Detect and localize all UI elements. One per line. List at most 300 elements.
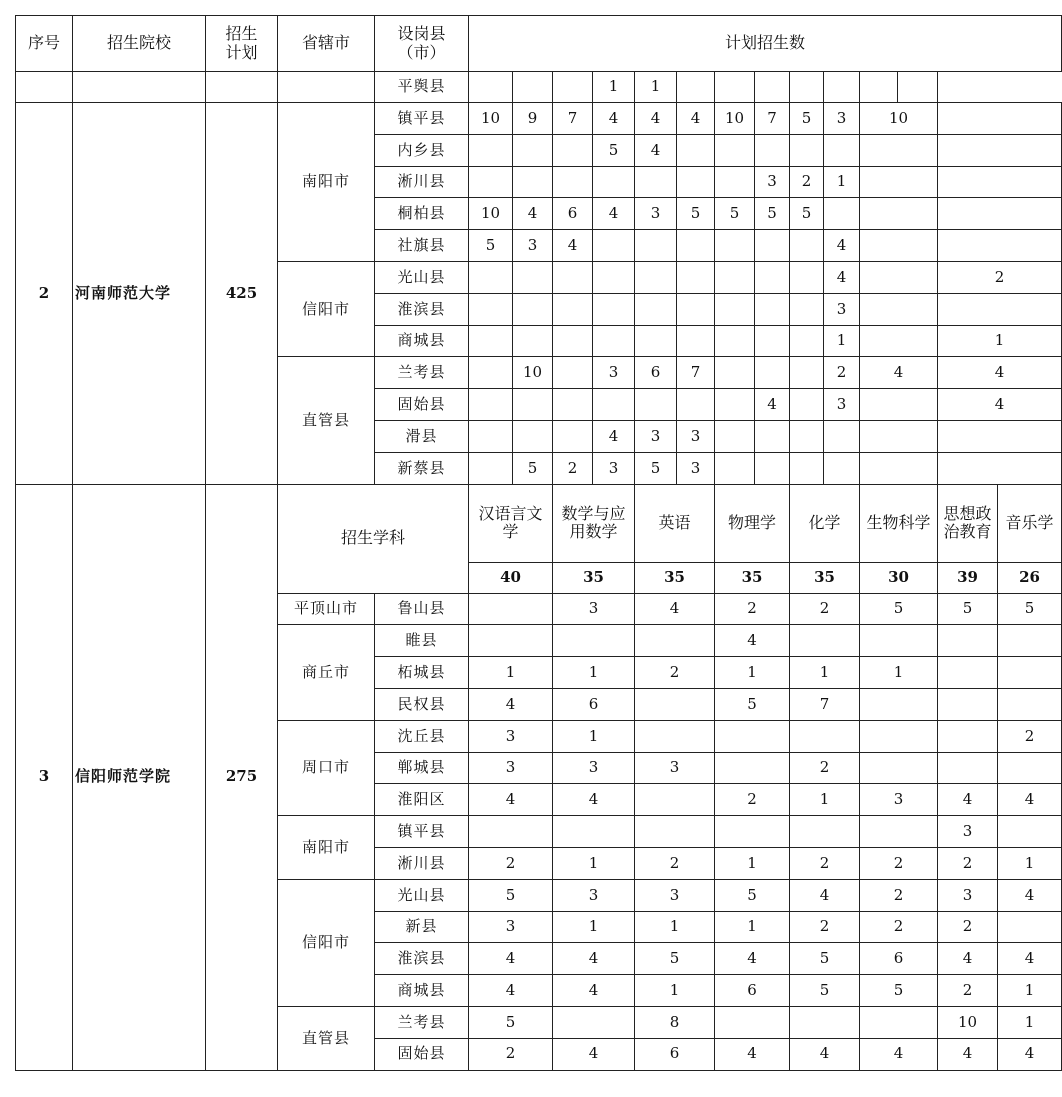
value-cell: 4 (715, 625, 790, 657)
value-cell: 5 (998, 593, 1062, 625)
county-cell: 淮滨县 (375, 943, 469, 975)
value-cell (938, 134, 1062, 166)
value-cell (513, 166, 553, 198)
value-cell (715, 134, 755, 166)
value-cell (938, 752, 998, 784)
value-cell (677, 389, 715, 421)
subject-total: 40 (469, 562, 553, 593)
value-cell: 1 (553, 847, 635, 879)
value-cell: 5 (715, 198, 755, 230)
enrollment-plan-table-wrapper (15, 15, 1054, 1067)
county-cell: 淮滨县 (375, 293, 469, 325)
value-cell (790, 357, 824, 389)
value-cell (593, 325, 635, 357)
value-cell (635, 261, 677, 293)
value-cell (715, 261, 755, 293)
value-cell: 4 (938, 357, 1062, 389)
value-cell: 1 (790, 784, 860, 816)
value-cell: 3 (553, 593, 635, 625)
value-cell (715, 230, 755, 262)
value-cell: 10 (513, 357, 553, 389)
value-cell: 4 (469, 784, 553, 816)
value-cell: 3 (553, 879, 635, 911)
school-name: 信阳师范学院 (73, 484, 206, 1070)
value-cell (790, 325, 824, 357)
value-cell: 3 (635, 879, 715, 911)
value-cell: 10 (860, 103, 938, 135)
value-cell (790, 625, 860, 657)
subject-name: 汉语言文学 (469, 484, 553, 562)
subject-name: 英语 (635, 484, 715, 562)
value-cell (790, 1006, 860, 1038)
value-cell: 5 (469, 879, 553, 911)
value-cell (790, 72, 824, 103)
value-cell: 4 (938, 784, 998, 816)
value-cell: 4 (635, 593, 715, 625)
city-cell: 直管县 (278, 357, 375, 484)
value-cell (553, 357, 593, 389)
value-cell (553, 389, 593, 421)
value-cell (469, 816, 553, 848)
value-cell: 3 (824, 293, 860, 325)
value-cell: 3 (824, 389, 860, 421)
county-cell: 兰考县 (375, 357, 469, 389)
header-city: 省辖市 (278, 16, 375, 72)
value-cell: 2 (469, 847, 553, 879)
value-cell: 4 (553, 1038, 635, 1070)
value-cell: 4 (553, 943, 635, 975)
value-cell (635, 230, 677, 262)
subject-total: 35 (715, 562, 790, 593)
county-cell: 兰考县 (375, 1006, 469, 1038)
value-cell: 1 (938, 325, 1062, 357)
county-cell: 商城县 (375, 325, 469, 357)
value-cell: 5 (469, 1006, 553, 1038)
value-cell (755, 293, 790, 325)
header-plan: 招生计划 (206, 16, 278, 72)
value-cell (593, 230, 635, 262)
value-cell: 3 (635, 752, 715, 784)
value-cell: 2 (998, 720, 1062, 752)
value-cell (715, 420, 755, 452)
value-cell: 5 (790, 103, 824, 135)
school-cell (73, 72, 206, 103)
value-cell: 1 (635, 72, 677, 103)
value-cell: 4 (469, 975, 553, 1007)
value-cell (469, 389, 513, 421)
value-cell: 4 (469, 688, 553, 720)
value-cell: 4 (790, 1038, 860, 1070)
value-cell (715, 357, 755, 389)
value-cell (938, 452, 1062, 484)
value-cell: 2 (715, 593, 790, 625)
value-cell: 3 (513, 230, 553, 262)
value-cell: 2 (469, 1038, 553, 1070)
county-cell: 淅川县 (375, 847, 469, 879)
value-cell (715, 166, 755, 198)
table-row (16, 72, 1062, 103)
county-cell: 睢县 (375, 625, 469, 657)
value-cell (938, 720, 998, 752)
value-cell (469, 420, 513, 452)
value-cell: 4 (593, 198, 635, 230)
county-cell: 淅川县 (375, 166, 469, 198)
value-cell (938, 166, 1062, 198)
value-cell: 4 (593, 103, 635, 135)
value-cell (593, 166, 635, 198)
county-cell: 光山县 (375, 261, 469, 293)
value-cell (860, 752, 938, 784)
value-cell: 6 (635, 357, 677, 389)
value-cell (469, 166, 513, 198)
seq-cell: 3 (16, 484, 73, 1070)
value-cell (998, 752, 1062, 784)
city-cell (278, 72, 375, 103)
value-cell: 5 (715, 688, 790, 720)
value-cell: 1 (998, 847, 1062, 879)
value-cell (860, 293, 938, 325)
value-cell (860, 816, 938, 848)
plan-cell (206, 72, 278, 103)
value-cell (790, 720, 860, 752)
value-cell: 5 (755, 198, 790, 230)
county-cell: 柘城县 (375, 657, 469, 689)
value-cell (469, 261, 513, 293)
value-cell (593, 261, 635, 293)
value-cell (469, 357, 513, 389)
value-cell: 3 (593, 357, 635, 389)
value-cell (469, 72, 513, 103)
value-cell (938, 688, 998, 720)
value-cell: 1 (715, 657, 790, 689)
value-cell (998, 911, 1062, 943)
value-cell: 8 (635, 1006, 715, 1038)
table-row (16, 103, 1062, 135)
value-cell: 5 (790, 198, 824, 230)
value-cell: 3 (938, 879, 998, 911)
value-cell: 5 (938, 593, 998, 625)
value-cell: 5 (790, 943, 860, 975)
value-cell: 5 (635, 452, 677, 484)
value-cell: 3 (677, 420, 715, 452)
county-cell: 镇平县 (375, 816, 469, 848)
value-cell: 4 (860, 1038, 938, 1070)
seq-cell (16, 72, 73, 103)
county-cell: 鲁山县 (375, 593, 469, 625)
value-cell: 3 (860, 784, 938, 816)
value-cell: 3 (677, 452, 715, 484)
value-cell (755, 230, 790, 262)
city-cell: 周口市 (278, 720, 375, 815)
value-cell (998, 688, 1062, 720)
value-cell (860, 720, 938, 752)
value-cell: 3 (755, 166, 790, 198)
value-cell (998, 657, 1062, 689)
value-cell (715, 293, 755, 325)
plan-total: 275 (206, 484, 278, 1070)
value-cell (469, 293, 513, 325)
table-body (16, 16, 1062, 1071)
value-cell: 4 (938, 389, 1062, 421)
value-cell (755, 134, 790, 166)
value-cell: 1 (715, 911, 790, 943)
value-cell (635, 166, 677, 198)
value-cell (553, 1006, 635, 1038)
value-cell: 2 (790, 166, 824, 198)
value-cell: 1 (824, 325, 860, 357)
city-cell: 南阳市 (278, 816, 375, 880)
value-cell (635, 325, 677, 357)
value-cell: 2 (635, 847, 715, 879)
value-cell (755, 452, 790, 484)
value-cell (998, 816, 1062, 848)
value-cell (938, 657, 998, 689)
city-cell: 直管县 (278, 1006, 375, 1070)
subject-header-row (16, 484, 1062, 562)
value-cell: 4 (593, 420, 635, 452)
subject-name: 音乐学 (998, 484, 1062, 562)
value-cell: 5 (635, 943, 715, 975)
value-cell (860, 198, 938, 230)
value-cell (860, 325, 938, 357)
value-cell: 1 (790, 657, 860, 689)
value-cell (553, 261, 593, 293)
value-cell (824, 420, 860, 452)
value-cell: 4 (469, 943, 553, 975)
value-cell (755, 420, 790, 452)
value-cell (635, 293, 677, 325)
value-cell (715, 325, 755, 357)
value-cell (790, 134, 824, 166)
value-cell: 2 (790, 752, 860, 784)
value-cell (790, 293, 824, 325)
value-cell (635, 816, 715, 848)
value-cell: 4 (715, 943, 790, 975)
value-cell: 7 (677, 357, 715, 389)
value-cell: 4 (715, 1038, 790, 1070)
city-cell: 信阳市 (278, 879, 375, 1006)
value-cell (677, 293, 715, 325)
value-cell (553, 625, 635, 657)
value-cell: 5 (860, 975, 938, 1007)
value-cell (860, 420, 938, 452)
value-cell (824, 134, 860, 166)
value-cell: 4 (998, 879, 1062, 911)
value-cell (635, 389, 677, 421)
enrollment-plan-table (15, 15, 1062, 1071)
value-cell: 2 (715, 784, 790, 816)
value-cell (790, 420, 824, 452)
value-cell (469, 134, 513, 166)
value-cell: 4 (553, 230, 593, 262)
value-cell (898, 72, 938, 103)
value-cell: 5 (790, 975, 860, 1007)
value-cell (790, 816, 860, 848)
value-cell: 3 (469, 911, 553, 943)
value-cell (469, 452, 513, 484)
header-row (16, 16, 1062, 72)
value-cell (513, 325, 553, 357)
value-cell (715, 1006, 790, 1038)
value-cell: 1 (824, 166, 860, 198)
value-cell: 2 (860, 879, 938, 911)
value-cell: 1 (553, 911, 635, 943)
value-cell (635, 784, 715, 816)
value-cell (553, 420, 593, 452)
value-cell (553, 166, 593, 198)
value-cell: 3 (824, 103, 860, 135)
value-cell: 4 (513, 198, 553, 230)
value-cell: 10 (938, 1006, 998, 1038)
value-cell: 2 (860, 911, 938, 943)
county-cell: 商城县 (375, 975, 469, 1007)
value-cell (860, 261, 938, 293)
value-cell (860, 389, 938, 421)
value-cell (824, 452, 860, 484)
county-cell: 新蔡县 (375, 452, 469, 484)
value-cell: 4 (938, 943, 998, 975)
value-cell: 1 (998, 975, 1062, 1007)
county-cell: 社旗县 (375, 230, 469, 262)
value-cell: 4 (938, 1038, 998, 1070)
value-cell: 9 (513, 103, 553, 135)
value-cell (513, 293, 553, 325)
value-cell: 2 (790, 911, 860, 943)
value-cell (715, 72, 755, 103)
value-cell: 4 (824, 261, 860, 293)
value-cell: 4 (824, 230, 860, 262)
value-cell (677, 261, 715, 293)
value-cell (553, 72, 593, 103)
plan-total: 425 (206, 103, 278, 485)
header-seq: 序号 (16, 16, 73, 72)
value-cell (593, 389, 635, 421)
value-cell (790, 389, 824, 421)
value-cell: 3 (593, 452, 635, 484)
county-cell: 平舆县 (375, 72, 469, 103)
value-cell (860, 1006, 938, 1038)
value-cell: 5 (513, 452, 553, 484)
value-cell (715, 389, 755, 421)
subject-name: 化学 (790, 484, 860, 562)
subject-name: 思想政治教育 (938, 484, 998, 562)
value-cell: 3 (635, 198, 677, 230)
value-cell: 4 (998, 784, 1062, 816)
subject-label: 招生学科 (278, 484, 469, 593)
value-cell (513, 420, 553, 452)
value-cell (635, 688, 715, 720)
value-cell (513, 72, 553, 103)
school-name: 河南师范大学 (73, 103, 206, 485)
value-cell: 1 (635, 911, 715, 943)
value-cell (553, 325, 593, 357)
value-cell (677, 230, 715, 262)
value-cell (860, 688, 938, 720)
value-cell (469, 325, 513, 357)
value-cell (938, 103, 1062, 135)
value-cell (860, 452, 938, 484)
value-cell (553, 293, 593, 325)
county-cell: 固始县 (375, 1038, 469, 1070)
value-cell (860, 625, 938, 657)
value-cell: 3 (635, 420, 677, 452)
value-cell: 2 (824, 357, 860, 389)
value-cell: 4 (790, 879, 860, 911)
value-cell (755, 325, 790, 357)
value-cell (469, 625, 553, 657)
value-cell (860, 134, 938, 166)
subject-total: 35 (553, 562, 635, 593)
value-cell (860, 72, 898, 103)
value-cell: 6 (553, 688, 635, 720)
value-cell: 6 (715, 975, 790, 1007)
value-cell (938, 625, 998, 657)
value-cell: 2 (635, 657, 715, 689)
value-cell (755, 357, 790, 389)
city-cell: 平顶山市 (278, 593, 375, 625)
county-cell: 滑县 (375, 420, 469, 452)
county-cell: 淮阳区 (375, 784, 469, 816)
value-cell (677, 72, 715, 103)
value-cell (715, 452, 755, 484)
value-cell: 10 (469, 198, 513, 230)
value-cell: 6 (553, 198, 593, 230)
county-cell: 沈丘县 (375, 720, 469, 752)
subject-total: 26 (998, 562, 1062, 593)
value-cell: 1 (553, 720, 635, 752)
header-county: 设岗县（市） (375, 16, 469, 72)
value-cell: 10 (469, 103, 513, 135)
value-cell: 5 (677, 198, 715, 230)
value-cell (513, 134, 553, 166)
value-cell: 2 (938, 975, 998, 1007)
value-cell (635, 625, 715, 657)
value-cell (790, 261, 824, 293)
subject-total: 35 (635, 562, 715, 593)
value-cell: 1 (715, 847, 790, 879)
value-cell (860, 230, 938, 262)
value-cell: 3 (553, 752, 635, 784)
value-cell (938, 198, 1062, 230)
value-cell: 4 (998, 943, 1062, 975)
value-cell: 2 (790, 593, 860, 625)
value-cell: 1 (593, 72, 635, 103)
value-cell: 2 (553, 452, 593, 484)
value-cell: 5 (715, 879, 790, 911)
value-cell: 2 (938, 847, 998, 879)
county-cell: 郸城县 (375, 752, 469, 784)
subject-total: 35 (790, 562, 860, 593)
value-cell: 4 (635, 103, 677, 135)
value-cell: 3 (469, 752, 553, 784)
value-cell (790, 452, 824, 484)
value-cell: 5 (469, 230, 513, 262)
city-cell: 南阳市 (278, 103, 375, 262)
seq-cell: 2 (16, 103, 73, 485)
value-cell: 4 (860, 357, 938, 389)
value-cell: 5 (860, 593, 938, 625)
value-cell (938, 293, 1062, 325)
value-cell: 1 (998, 1006, 1062, 1038)
value-cell: 1 (469, 657, 553, 689)
city-cell: 信阳市 (278, 261, 375, 356)
value-cell (938, 420, 1062, 452)
value-cell: 2 (938, 911, 998, 943)
value-cell: 4 (755, 389, 790, 421)
value-cell (513, 261, 553, 293)
value-cell: 7 (790, 688, 860, 720)
value-cell: 2 (938, 261, 1062, 293)
